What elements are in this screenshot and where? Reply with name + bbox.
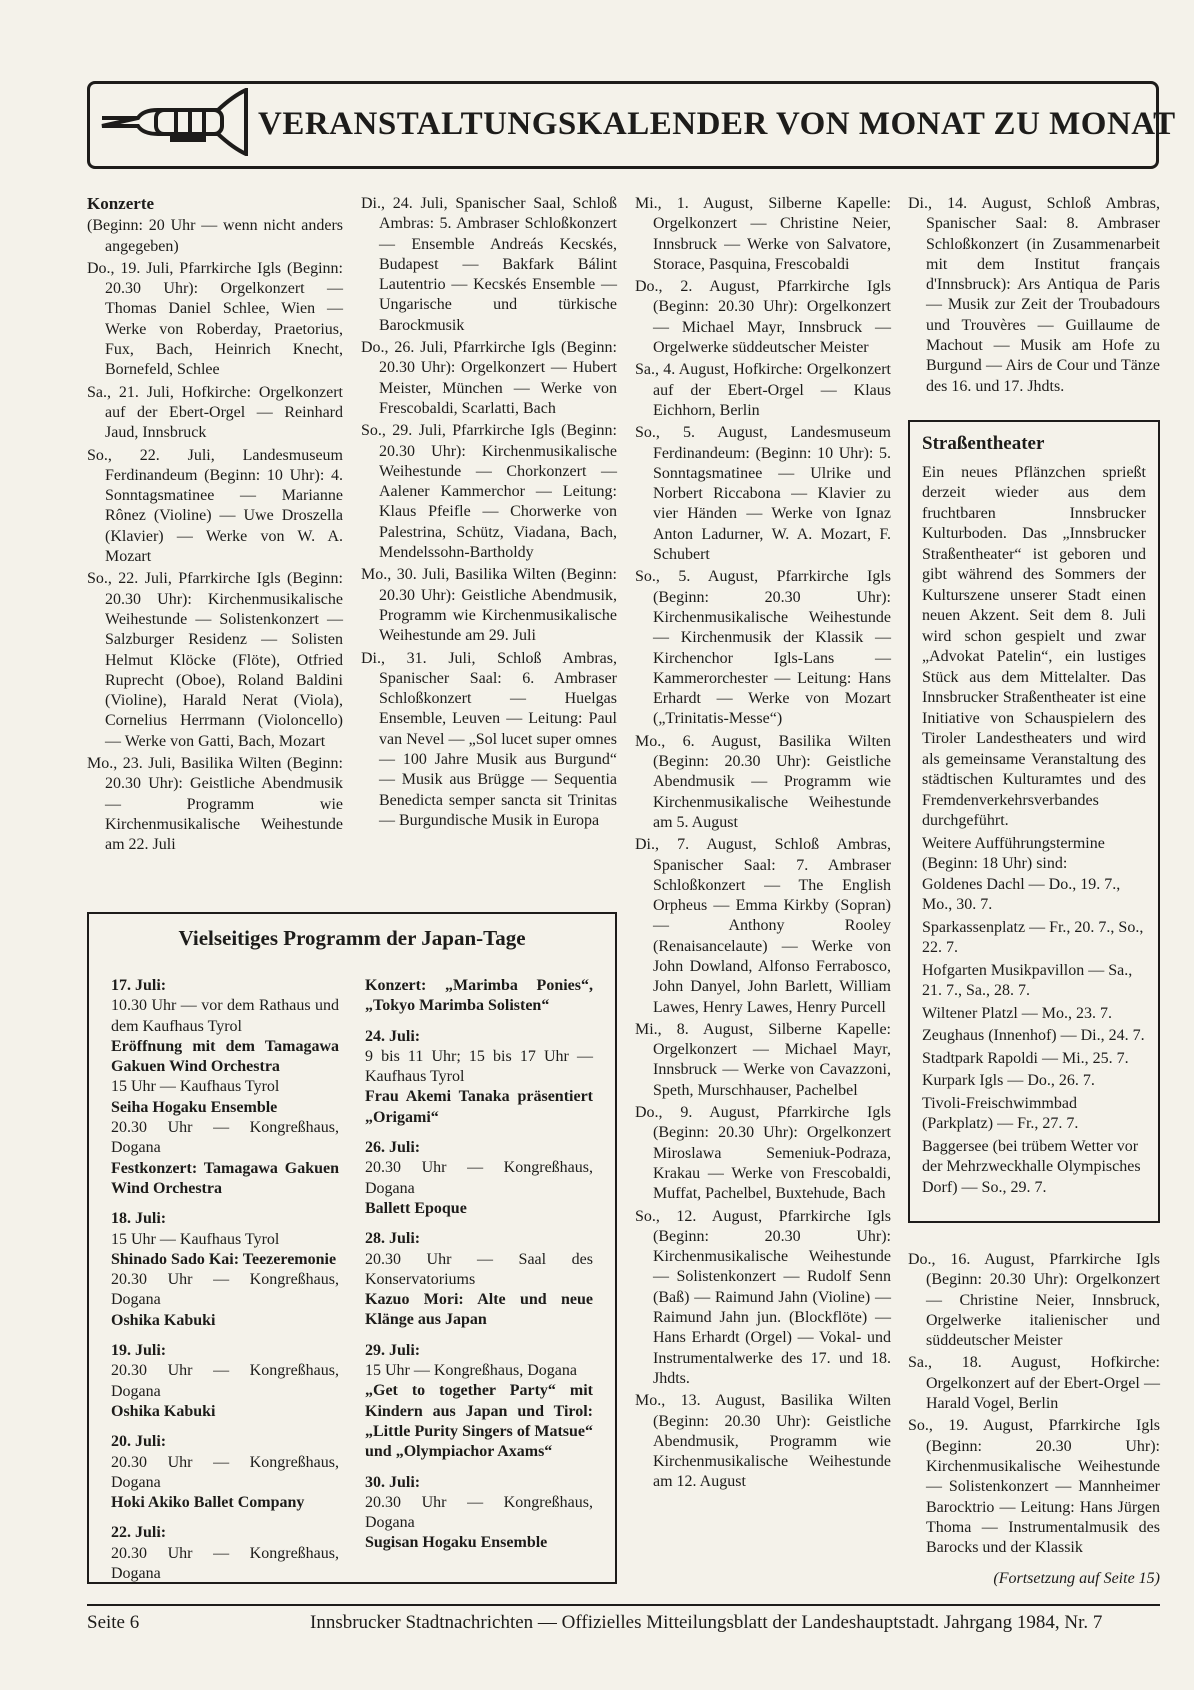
day-date: 20. Juli: [111, 1433, 167, 1451]
day-date: 19. Juli: [111, 1342, 167, 1360]
event-title: Oshika Kabuki [111, 1402, 216, 1420]
event-title: Konzert: „Marimba Ponies“, „Tokyo Marimba Solisten“ [365, 977, 593, 1015]
concert-entry: Do., 19. Juli, Pfarrkirche Igls (Beginn: 20.30 Uhr): Orgelkonzert — Thomas Daniel Schlee, Wien — Werke von Roberday, Praetorius, Fux, Bach, Heinrich Knecht, Bornefeld, Schlee [87, 259, 343, 379]
event-title: Ballett Epoque [365, 1199, 467, 1217]
event-title: Sugisan Hogaku Ensemble [365, 1534, 548, 1552]
japan-day [111, 1432, 339, 1513]
footer-divider [87, 1604, 1160, 1606]
concert-entry: So., 19. August, Pfarrkirche Igls (Beginn: 20.30 Uhr): Kirchenmusikalische Weihestunde — Solistenkonzert — Mannheimer Barocktrio — Leitung: Hans Jürgen Thoma — Instrumentalmusik des Barocks und der Klassik [908, 1417, 1160, 1557]
concert-entry: Di., 14. August, Schloß Ambras, Spanischer Saal: 8. Ambraser Schloßkonzert (in Zusammenarbeit mit dem Institut français d'Innsbruck): Ars Antiqua de Paris — Musik zur Zeit der Troubadours und Trouvères — Guillaume de Machout — Musik am Hofe zu Burgund — Airs de Cour und Tänze des 16. und 17. Jhdts. [908, 195, 1160, 395]
day-date: 17. Juli: [111, 977, 167, 994]
concert-entry: Do., 16. August, Pfarrkirche Igls (Beginn: 20.30 Uhr): Orgelkonzert — Christine Neier, Innsbruck, Orgelwerke italienischer und süddeutscher Meister [908, 1251, 1160, 1350]
event-title: Shinado Sado Kai: Teezeremonie [111, 1250, 337, 1268]
japan-day [365, 1341, 593, 1463]
concert-entry: Mo., 23. Juli, Basilika Wilten (Beginn: 20.30 Uhr): Geistliche Abendmusik — Programm wie Kirchenmusikalische Weihestunde am 22. Juli [87, 755, 343, 854]
concerts-column-1 [87, 194, 343, 858]
street-theatre-heading: Straßentheater [922, 433, 1045, 454]
concert-entry: So., 12. August, Pfarrkirche Igls (Beginn: 20.30 Uhr): Kirchenmusikalische Weihestunde — Solistenkonzert — Rudolf Senn (Baß) — Raimund Jahn (Violine) — Raimund Jahn jun. (Blockflöte) — Hans Erhardt (Orgel) — Vokal- und Instrumentalwerke des 17. und 18. Jhdts. [635, 1207, 891, 1387]
event-title: Seiha Hogaku Ensemble [111, 1098, 278, 1116]
page-title: VERANSTALTUNGSKALENDER VON MONAT ZU MONAT [258, 106, 1176, 142]
concert-entry: Mo., 13. August, Basilika Wilten (Beginn: 20.30 Uhr): Geistliche Abendmusik, Programm wie Kirchenmusikalische Weihestunde am 12. August [635, 1392, 891, 1491]
event-time-place: 15 Uhr — Kaufhaus Tyrol [111, 1078, 280, 1096]
event-title: Oshika Kabuki [111, 1311, 216, 1329]
japan-day [111, 976, 339, 1199]
page-number: Seite 6 [87, 1612, 140, 1633]
street-theatre-dates-intro: Weitere Aufführungstermine (Beginn: 18 Uhr) sind: [922, 834, 1105, 872]
event-time-place: 20.30 Uhr — Kongreßhaus, Dogana [365, 1159, 593, 1197]
japan-days-heading: Vielseitiges Programm der Japan-Tage [178, 926, 526, 950]
venue-date: Sparkassenplatz — Fr., 20. 7., So., 22. 7. [922, 918, 1144, 956]
event-time-place: 9 bis 11 Uhr; 15 bis 17 Uhr — Kaufhaus Tyrol [365, 1047, 593, 1086]
japan-day [365, 1027, 593, 1128]
japan-day [365, 1229, 593, 1330]
japan-days-box [87, 912, 617, 1584]
event-title: Eröffnung mit dem Tamagawa Gakuen Wind Orchestra [111, 1037, 339, 1076]
venue-date: Wiltener Platzl — Mo., 23. 7. [922, 1004, 1112, 1022]
day-date: 30. Juli: [365, 1473, 421, 1491]
japan-day [365, 976, 593, 1017]
japan-day [111, 1341, 339, 1422]
japan-day [365, 1138, 593, 1219]
day-date: 18. Juli: [111, 1210, 167, 1228]
japan-day [365, 1473, 593, 1554]
venue-date: Tivoli-Freischwimmbad (Parkplatz) — Fr., 27. 7. [922, 1094, 1079, 1132]
event-title: Festkonzert: Tamagawa Gakuen Wind Orchestra [111, 1159, 339, 1197]
event-time-place: 10.30 Uhr — vor dem Rathaus und dem Kaufhaus Tyrol [111, 997, 339, 1035]
concert-entry: Sa., 18. August, Hofkirche: Orgelkonzert auf der Ebert-Orgel — Harald Vogel, Berlin [908, 1354, 1160, 1413]
event-title: „Get to together Party“ mit Kindern aus Japan und Tirol: „Little Purity Singers of Matsue“ und „Olympiachor Axams“ [365, 1382, 593, 1461]
concert-entry: So., 5. August, Landesmuseum Ferdinandeum: (Beginn: 10 Uhr): 5. Sonntagsmatinee — Ulrike und Norbert Riccabona — Klavier zu vier Händen — Werke von Ignaz Anton Ladurner, W. A. Mozart, F. Schubert [635, 424, 891, 564]
concert-entry: Di., 31. Juli, Schloß Ambras, Spanischer Saal: 6. Ambraser Schloßkonzert — Huelgas Ensemble, Leuven — Leitung: Paul van Nevel — „Sol lucet super omnes — 100 Jahre Musik aus Burgund“ — Musik aus Brügge — Sequentia Benedicta semper sancta sit Trinitas — Burgundische Musik in Europa [361, 649, 617, 829]
concert-entry: So., 22. Juli, Landesmuseum Ferdinandeum (Beginn: 10 Uhr): 4. Sonntagsmatinee — Marianne Rônez (Violine) — Uwe Droszella (Klavier) — Werke von W. A. Mozart [87, 446, 343, 566]
concert-entry: Mi., 8. August, Silberne Kapelle: Orgelkonzert — Michael Mayr, Innsbruck — Werke von Cavazzoni, Speth, Murschhauser, Pachelbel [635, 1020, 891, 1099]
venue-date: Kurpark Igls — Do., 26. 7. [922, 1072, 1095, 1089]
continuation-note: (Fortsetzung auf Seite 15) [993, 1570, 1160, 1587]
day-date: 28. Juli: [365, 1230, 421, 1248]
event-time-place: 20.30 Uhr — Kongreßhaus, Dogana [111, 1544, 339, 1583]
concerts-column-4 [908, 194, 1160, 399]
header-banner [87, 81, 1176, 169]
japan-days-column-2 [365, 976, 593, 1564]
concert-entry: Do., 9. August, Pfarrkirche Igls (Beginn: 20.30 Uhr): Orgelkonzert Miroslawa Semeniuk-Podraza, Krakau — Werke von Frescobaldi, Muffat, Pachelbel, Buxtehude, Bach [635, 1104, 891, 1203]
publication-line: Innsbrucker Stadtnachrichten — Offizielles Mitteilungsblatt der Landeshauptstadt. Jahrgang 1984, Nr. 7 [310, 1612, 1103, 1633]
japan-day [111, 1209, 339, 1331]
concert-entry: Sa., 21. Juli, Hofkirche: Orgelkonzert auf der Ebert-Orgel — Reinhard Jaud, Innsbruck [87, 383, 343, 442]
event-time-place: 20.30 Uhr — Kongreßhaus, Dogana [365, 1493, 593, 1532]
concert-entry: Di., 7. August, Schloß Ambras, Spanischer Saal: 7. Ambraser Schloßkonzert — The English Orpheus — Emma Kirkby (Sopran) — Anthony Rooley (Renaisancelaute) — Werke von John Dowland, Alfonso Ferrabosco, John Danyel, John Barlett, William Lawes, Henry Lawes, Henry Purcell [635, 836, 891, 1016]
concert-entry: So., 29. Juli, Pfarrkirche Igls (Beginn: 20.30 Uhr): Kirchenmusikalische Weihestunde — Chorkonzert — Aalener Kammerchor — Leitung: Klaus Pfeifle — Chorwerke von Palestrina, Schütz, Viadana, Bach, Mendelssohn-Bartholdy [361, 422, 617, 562]
day-date: 22. Juli: [111, 1524, 167, 1542]
concert-entry: Di., 24. Juli, Spanischer Saal, Schloß Ambras: 5. Ambraser Schloßkonzert — Ensemble Andreás Kecskés, Budapest — Bakfark Bálint Lautentrio — Kecskés Ensemble — Ungarische und türkische Barockmusik [361, 195, 617, 334]
event-time-place: 20.30 Uhr — Saal des Konservatoriums [365, 1250, 593, 1288]
venue-date: Goldenes Dachl — Do., 19. 7., Mo., 30. 7. [922, 875, 1121, 913]
day-date: 24. Juli: [365, 1027, 421, 1045]
venue-date: Stadtpark Rapoldi — Mi., 25. 7. [922, 1049, 1129, 1067]
event-time-place: 20.30 Uhr — Kongreßhaus, Dogana [111, 1362, 339, 1400]
day-date: 26. Juli: [365, 1139, 421, 1157]
event-time-place: 20.30 Uhr — Kongreßhaus, Dogana [111, 1271, 339, 1309]
street-theatre-body: Ein neues Pflänzchen sprießt derzeit wieder aus dem fruchtbaren Innsbrucker Kulturboden. Das „Innsbrucker Straßentheater“ ist geboren und gibt während des Sommers der Kulturszene unserer Stadt einen neuen Akzent. Seit dem 8. Juli wird schon gespielt und zwar „Advokat Patelin“, ein lustiges Stück aus dem Mittelalter. Das Innsbrucker Straßentheater ist eine Initiative von Schauspielern des Tiroler Landestheaters und wird als gemeinsame Veranstaltung des städtischen Kulturamtes und des Fremdenverkehrsverbandes durchgeführt. [922, 463, 1146, 829]
concert-entry: Mo., 6. August, Basilika Wilten (Beginn: 20.30 Uhr): Geistliche Abendmusik — Programm wie Kirchenmusikalische Weihestunde am 5. August [635, 732, 891, 831]
event-time-place: 20.30 Uhr — Kongreßhaus, Dogana [111, 1119, 339, 1157]
trumpet-icon [98, 88, 248, 156]
street-theatre-box [908, 420, 1160, 1223]
event-time-place: 15 Uhr — Kongreßhaus, Dogana [365, 1362, 577, 1380]
venue-date: Hofgarten Musikpavillon — Sa., 21. 7., Sa., 28. 7. [922, 961, 1133, 999]
concert-entry: So., 22. Juli, Pfarrkirche Igls (Beginn: 20.30 Uhr): Kirchenmusikalische Weihestunde — Solistenkonzert — Salzburger Residenz — Solisten Helmut Klöcke (Flöte), Otfried Ruprecht (Oboe), Roland Baldini (Violine), Harald Nerat (Viola), Cornelius Herrmann (Violoncello) — Werke von Gatti, Bach, Mozart [87, 570, 343, 750]
event-time-place: 20.30 Uhr — Kongreßhaus, Dogana [111, 1453, 339, 1491]
venue-date: Zeughaus (Innenhof) — Di., 24. 7. [922, 1027, 1145, 1044]
concert-entry: Mo., 30. Juli, Basilika Wilten (Beginn: 20.30 Uhr): Geistliche Abendmusik, Programm wie Kirchenmusikalische Weihestunde am 29. Juli [361, 566, 617, 645]
event-title: Kazuo Mori: Alte und neue Klänge aus Japan [365, 1291, 593, 1329]
concert-entry: Do., 26. Juli, Pfarrkirche Igls (Beginn: 20.30 Uhr): Orgelkonzert — Hubert Meister, München — Werke von Frescobaldi, Scarlatti, Bach [361, 339, 617, 417]
concerts-column-3 [635, 194, 891, 1495]
concert-entry: Do., 2. August, Pfarrkirche Igls (Beginn: 20.30 Uhr): Orgelkonzert — Michael Mayr, Innsbruck — Orgelwerke süddeutscher Meister [635, 278, 891, 357]
japan-day [111, 1523, 339, 1584]
concerts-column-4-continued [908, 1250, 1160, 1560]
venue-date: Baggersee (bei trübem Wetter vor der Mehrzweckhalle Olympisches Dorf) — So., 29. 7. [922, 1137, 1141, 1196]
concerts-intro: (Beginn: 20 Uhr — wenn nicht anders angegeben) [87, 217, 343, 255]
concerts-heading: Konzerte [87, 194, 155, 213]
concerts-column-2 [361, 194, 617, 833]
event-time-place: 15 Uhr — Kaufhaus Tyrol [111, 1230, 280, 1248]
event-title: Frau Akemi Tanaka präsentiert „Origami“ [365, 1088, 593, 1126]
japan-days-column-1 [111, 976, 339, 1594]
concert-entry: Sa., 4. August, Hofkirche: Orgelkonzert auf der Ebert-Orgel — Klaus Eichhorn, Berlin [635, 361, 891, 419]
concert-entry: Mi., 1. August, Silberne Kapelle: Orgelkonzert — Christine Neier, Innsbruck — Werke von Salvatore, Storace, Pasquina, Frescobaldi [635, 195, 891, 273]
day-date: 29. Juli: [365, 1341, 421, 1359]
event-title: Hoki Akiko Ballet Company [111, 1494, 305, 1512]
concert-entry: So., 5. August, Pfarrkirche Igls (Beginn: 20.30 Uhr): Kirchenmusikalische Weihestunde — Kirchenmusik der Klassik — Kirchenchor Igls-Lans — Kammerorchester — Leitung: Hans Erhardt — Werke von Mozart („Trinitatis-Messe“) [635, 568, 891, 728]
